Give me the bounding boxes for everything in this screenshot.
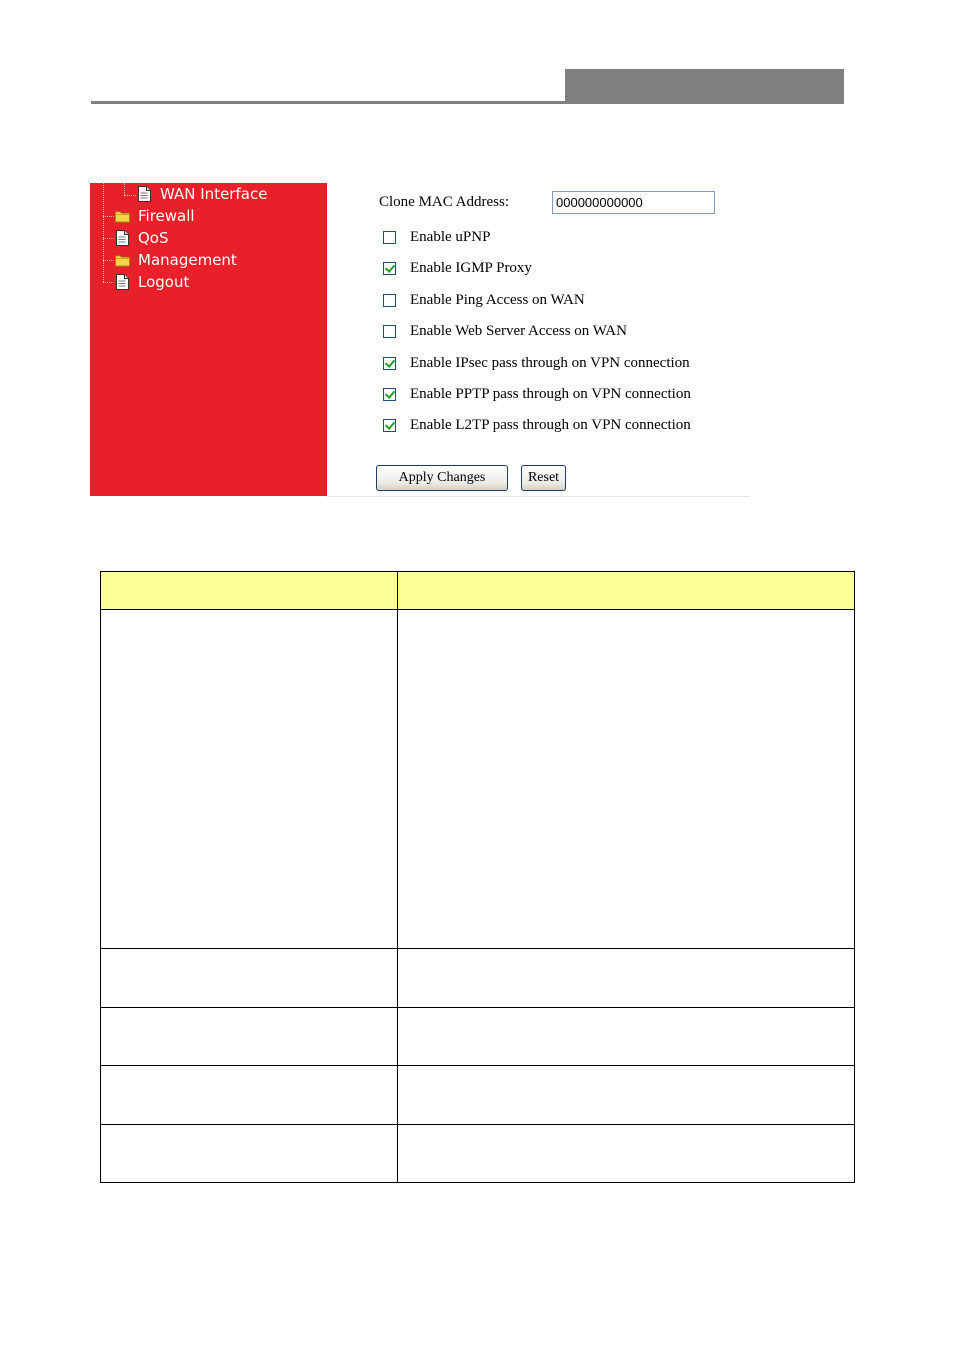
option-label: Enable IGMP Proxy	[410, 259, 532, 276]
tree-line	[103, 260, 114, 261]
folder-icon	[115, 252, 130, 268]
option-pptp-passthrough	[383, 384, 691, 404]
table-cell	[101, 949, 398, 1008]
page-icon	[115, 274, 130, 290]
reset-button[interactable]: Reset	[521, 465, 566, 491]
router-screenshot	[90, 183, 750, 496]
clone-mac-input[interactable]	[552, 191, 715, 214]
table-row	[101, 1008, 855, 1066]
sidebar-item-firewall[interactable]	[115, 206, 195, 226]
option-label: Enable Ping Access on WAN	[410, 291, 585, 308]
header-rule	[91, 101, 565, 104]
table-row	[101, 1125, 855, 1183]
table-cell	[398, 1066, 855, 1125]
table-cell	[101, 1066, 398, 1125]
option-web-server-access	[383, 321, 627, 341]
option-label: Enable PPTP pass through on VPN connection	[410, 385, 691, 402]
pptp-passthrough-checkbox[interactable]	[383, 388, 396, 401]
tree-line	[124, 183, 125, 195]
table-cell	[398, 1125, 855, 1183]
table-header-row	[101, 572, 855, 610]
table-cell	[101, 610, 398, 949]
wan-settings-panel	[327, 183, 750, 497]
table-row	[101, 949, 855, 1008]
option-label: Enable uPNP	[410, 228, 491, 245]
table-cell	[398, 949, 855, 1008]
option-label: Enable L2TP pass through on VPN connection	[410, 416, 691, 433]
ping-access-checkbox[interactable]	[383, 294, 396, 307]
option-label: Enable IPsec pass through on VPN connection	[410, 354, 690, 371]
tree-line	[103, 216, 114, 217]
sidebar-item-label: QoS	[138, 229, 169, 247]
upnp-checkbox[interactable]	[383, 231, 396, 244]
page-icon	[137, 186, 152, 202]
table-cell	[398, 610, 855, 949]
sidebar-item-qos[interactable]	[115, 228, 169, 248]
igmp-proxy-checkbox[interactable]	[383, 262, 396, 275]
page-icon	[115, 230, 130, 246]
sidebar-item-label: WAN Interface	[160, 185, 268, 203]
table-header-cell	[398, 572, 855, 610]
sidebar-item-management[interactable]	[115, 250, 237, 270]
tree-line	[103, 282, 114, 283]
table-row	[101, 1066, 855, 1125]
option-label: Enable Web Server Access on WAN	[410, 322, 627, 339]
folder-icon	[115, 208, 130, 224]
table-row	[101, 610, 855, 949]
table-cell	[398, 1008, 855, 1066]
option-ipsec-passthrough	[383, 353, 690, 373]
table-cell	[101, 1125, 398, 1183]
tree-line	[103, 238, 114, 239]
sidebar-item-logout[interactable]	[115, 272, 189, 292]
sidebar-item-wan-interface[interactable]	[137, 184, 267, 204]
table-cell	[101, 1008, 398, 1066]
clone-mac-label: Clone MAC Address:	[379, 194, 510, 210]
header-band	[565, 69, 844, 104]
web-server-access-checkbox[interactable]	[383, 325, 396, 338]
description-table	[100, 571, 855, 1183]
table-header-cell	[101, 572, 398, 610]
sidebar-item-label: Management	[138, 251, 237, 269]
sidebar-item-label: Firewall	[138, 207, 195, 225]
option-igmp-proxy	[383, 258, 532, 278]
ipsec-passthrough-checkbox[interactable]	[383, 357, 396, 370]
sidebar-item-label: Logout	[138, 273, 190, 291]
option-l2tp-passthrough	[383, 415, 691, 435]
tree-line	[124, 195, 136, 196]
option-upnp	[383, 227, 490, 247]
l2tp-passthrough-checkbox[interactable]	[383, 419, 396, 432]
apply-changes-button[interactable]: Apply Changes	[376, 465, 508, 491]
sidebar-nav	[90, 183, 327, 496]
option-ping-access	[383, 290, 585, 310]
tree-line	[103, 183, 104, 282]
